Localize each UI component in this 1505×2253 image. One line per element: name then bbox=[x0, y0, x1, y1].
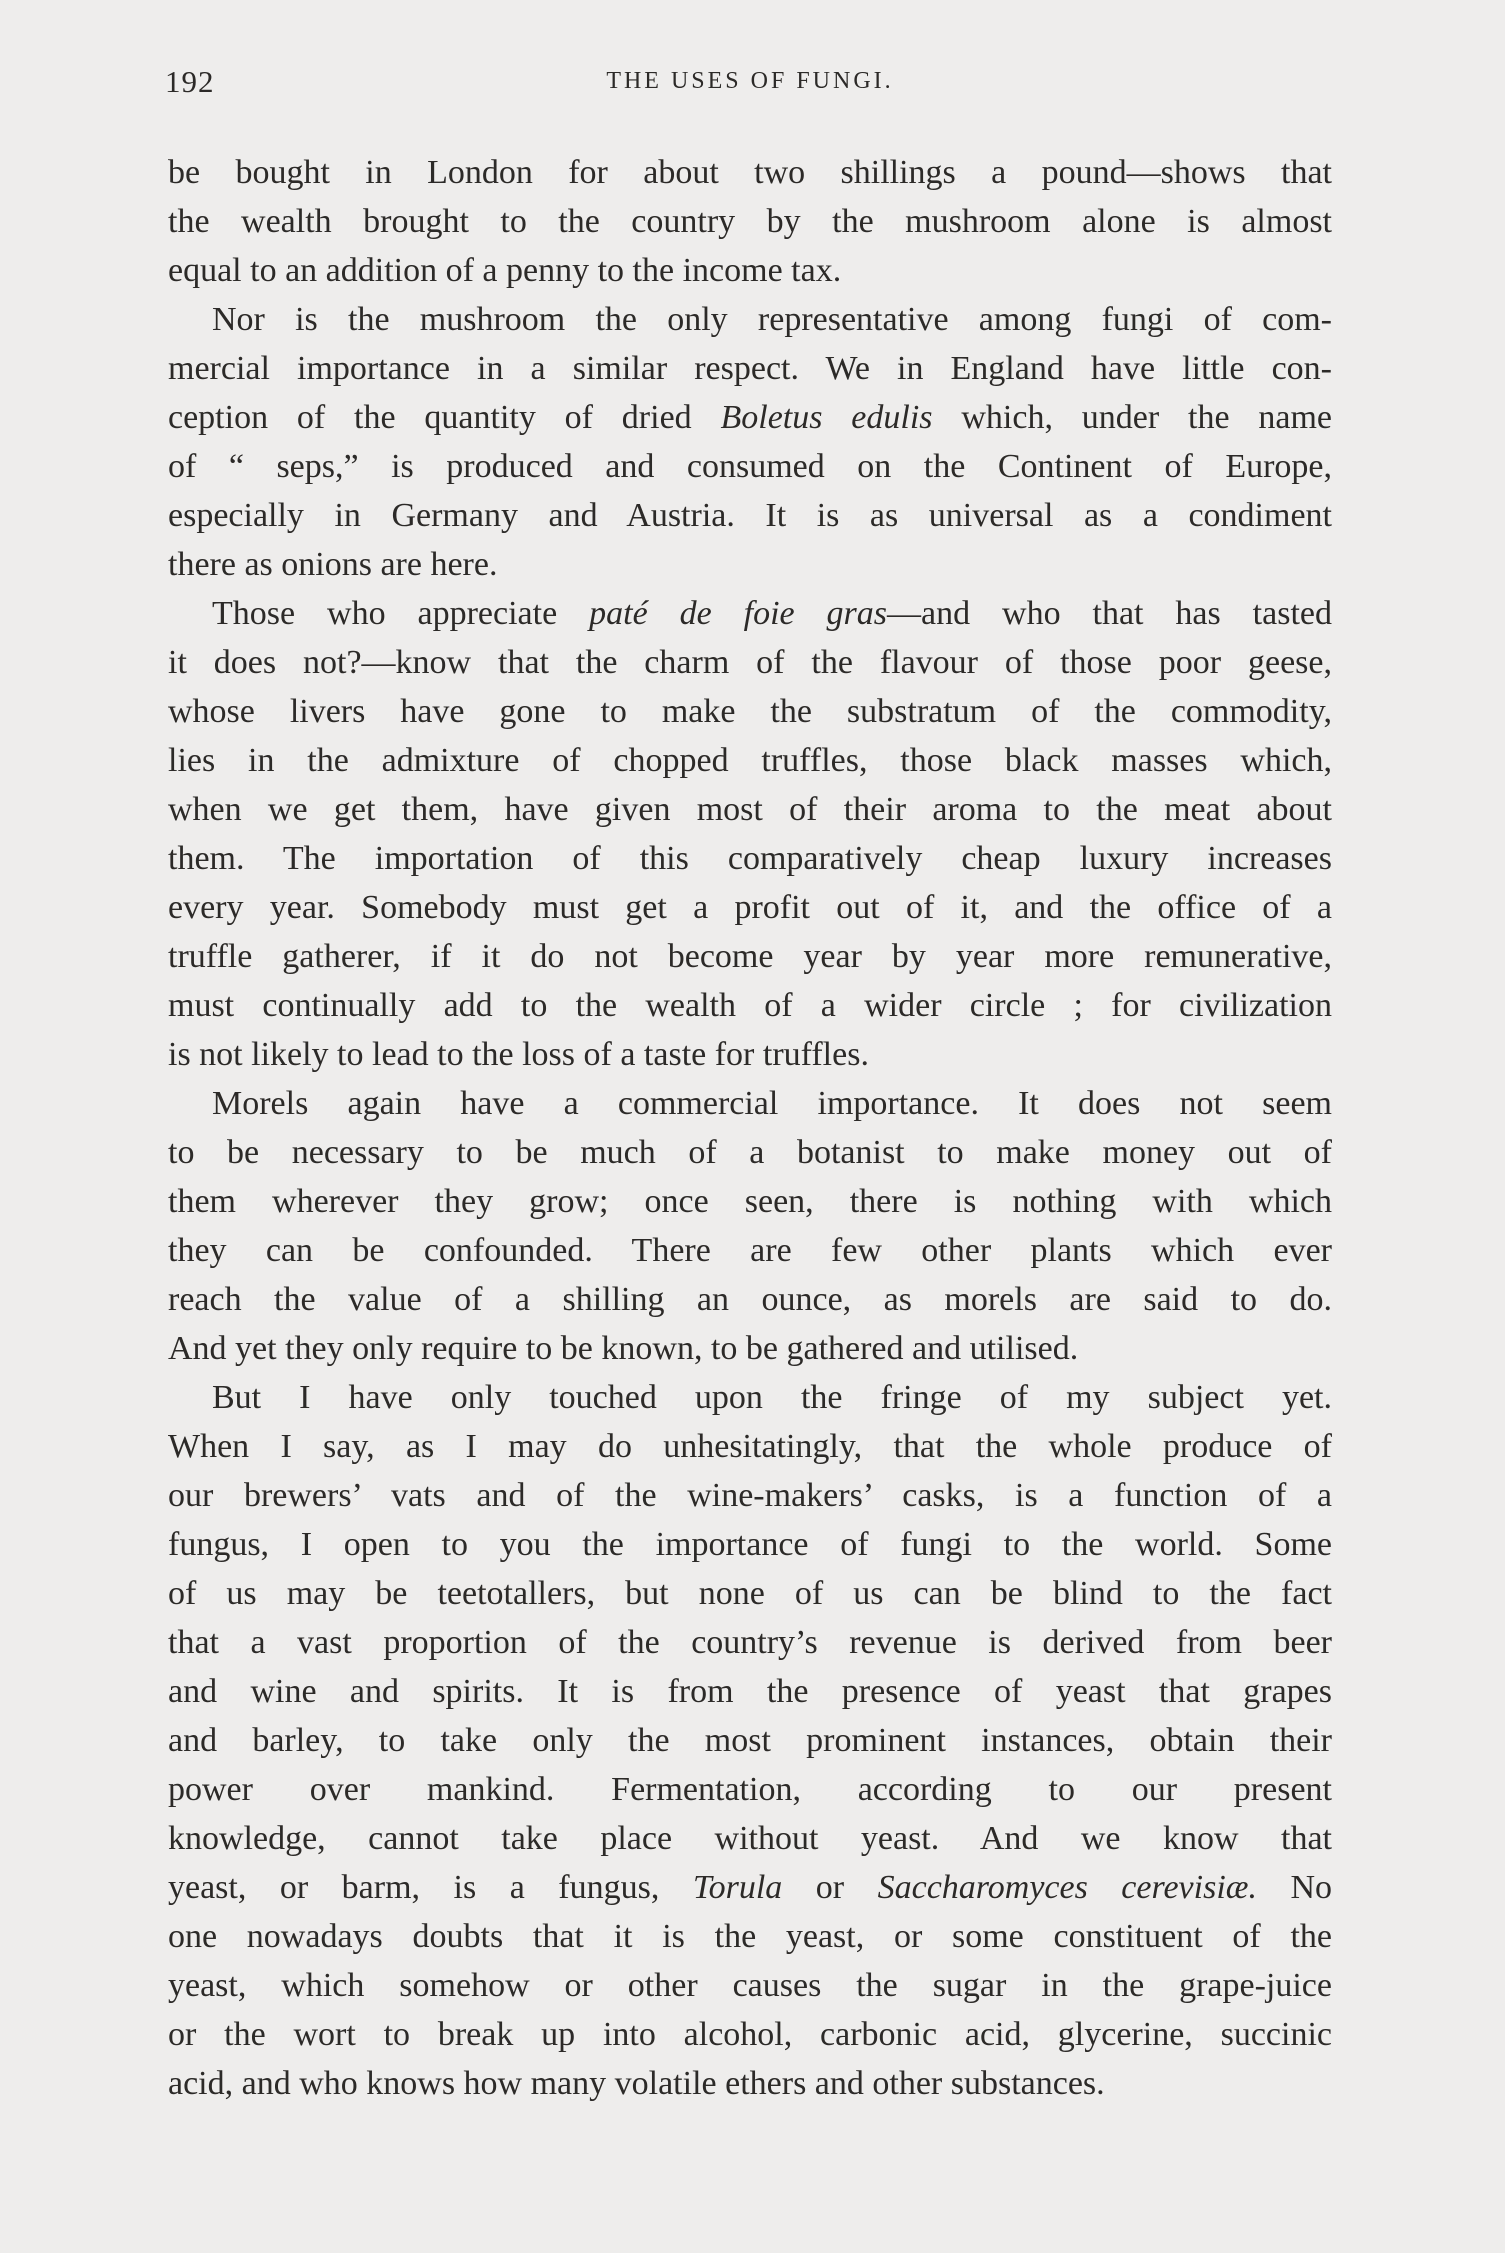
italic-text: paté de foie gras bbox=[589, 595, 887, 632]
text-line: And yet they only require to be known, to be gathered and utilised. bbox=[168, 1330, 1079, 1367]
text-line: truffle gatherer, if it do not become year by year more remunerative, bbox=[168, 938, 1332, 975]
italic-text: Torula bbox=[692, 1869, 783, 1906]
text-line: mercial importance in a similar respect. We in England have little con- bbox=[168, 350, 1332, 387]
text-line: lies in the admixture of chopped truffles, those black masses which, bbox=[168, 742, 1332, 779]
text-line: every year. Somebody must get a profit out of it, and the office of a bbox=[168, 889, 1332, 926]
text-line: Morels again have a commercial importance. It does not seem bbox=[212, 1085, 1332, 1122]
paragraph bbox=[168, 295, 1332, 589]
text-line: there as onions are here. bbox=[168, 546, 498, 583]
text-line: reach the value of a shilling an ounce, as morels are said to do. bbox=[168, 1281, 1332, 1318]
text-line: or the wort to break up into alcohol, carbonic acid, glycerine, succinic bbox=[168, 2016, 1332, 2053]
text-line: be bought in London for about two shillings a pound—shows that bbox=[168, 154, 1332, 191]
running-head bbox=[165, 64, 1335, 104]
text-line: and barley, to take only the most prominent instances, obtain their bbox=[168, 1722, 1332, 1759]
text-line: is not likely to lead to the loss of a taste for truffles. bbox=[168, 1036, 869, 1073]
text-line: equal to an addition of a penny to the income tax. bbox=[168, 252, 842, 289]
text-line: them. The importation of this comparatively cheap luxury increases bbox=[168, 840, 1332, 877]
text-line: knowledge, cannot take place without yeast. And we know that bbox=[168, 1820, 1332, 1857]
paragraph bbox=[168, 148, 1332, 295]
text-line: Nor is the mushroom the only representative among fungi of com- bbox=[212, 301, 1332, 338]
text-line: our brewers’ vats and of the wine-makers’ casks, is a function of a bbox=[168, 1477, 1332, 1514]
text-line: to be necessary to be much of a botanist to make money out of bbox=[168, 1134, 1332, 1171]
paragraph bbox=[168, 1079, 1332, 1373]
body-text bbox=[168, 148, 1332, 2108]
text-line: that a vast proportion of the country’s revenue is derived from beer bbox=[168, 1624, 1332, 1661]
text-line: ception of the quantity of dried Boletus edulis which, under the name bbox=[168, 399, 1333, 436]
paragraph bbox=[168, 589, 1332, 1079]
italic-text: Saccharomyces cerevisiæ. bbox=[877, 1869, 1257, 1906]
text-line: one nowadays doubts that it is the yeast, or some constituent of the bbox=[168, 1918, 1332, 1955]
text-line: whose livers have gone to make the substratum of the commodity, bbox=[168, 693, 1332, 730]
text-line: fungus, I open to you the importance of fungi to the world. Some bbox=[168, 1526, 1332, 1563]
text-line: them wherever they grow; once seen, there is nothing with which bbox=[168, 1183, 1332, 1220]
text-line: of “ seps,” is produced and consumed on the Continent of Europe, bbox=[168, 448, 1332, 485]
text-line: they can be confounded. There are few other plants which ever bbox=[168, 1232, 1332, 1269]
text-line: acid, and who knows how many volatile ethers and other substances. bbox=[168, 2065, 1105, 2102]
text-line: it does not?—know that the charm of the flavour of those poor geese, bbox=[168, 644, 1332, 681]
text-line: of us may be teetotallers, but none of us can be blind to the fact bbox=[168, 1575, 1332, 1612]
text-line: Those who appreciate paté de foie gras—and who that has tasted bbox=[212, 595, 1332, 632]
text-line: yeast, or barm, is a fungus, Torula or Saccharomyces cerevisiæ. No bbox=[168, 1869, 1332, 1906]
text-line: yeast, which somehow or other causes the sugar in the grape-juice bbox=[168, 1967, 1332, 2004]
text-line: When I say, as I may do unhesitatingly, that the whole produce of bbox=[168, 1428, 1332, 1465]
text-line: But I have only touched upon the fringe of my subject yet. bbox=[212, 1379, 1332, 1416]
italic-text: Boletus edulis bbox=[720, 399, 933, 436]
paragraph bbox=[168, 1373, 1332, 2108]
text-line: especially in Germany and Austria. It is as universal as a condiment bbox=[168, 497, 1332, 534]
page-number: 192 bbox=[165, 64, 215, 99]
text-line: when we get them, have given most of their aroma to the meat about bbox=[168, 791, 1332, 828]
text-line: must continually add to the wealth of a wider circle ; for civilization bbox=[168, 987, 1332, 1024]
running-title: THE USES OF FUNGI. bbox=[606, 68, 894, 94]
text-line: and wine and spirits. It is from the presence of yeast that grapes bbox=[168, 1673, 1332, 1710]
text-line: power over mankind. Fermentation, according to our present bbox=[168, 1771, 1332, 1808]
text-line: the wealth brought to the country by the mushroom alone is almost bbox=[168, 203, 1332, 240]
